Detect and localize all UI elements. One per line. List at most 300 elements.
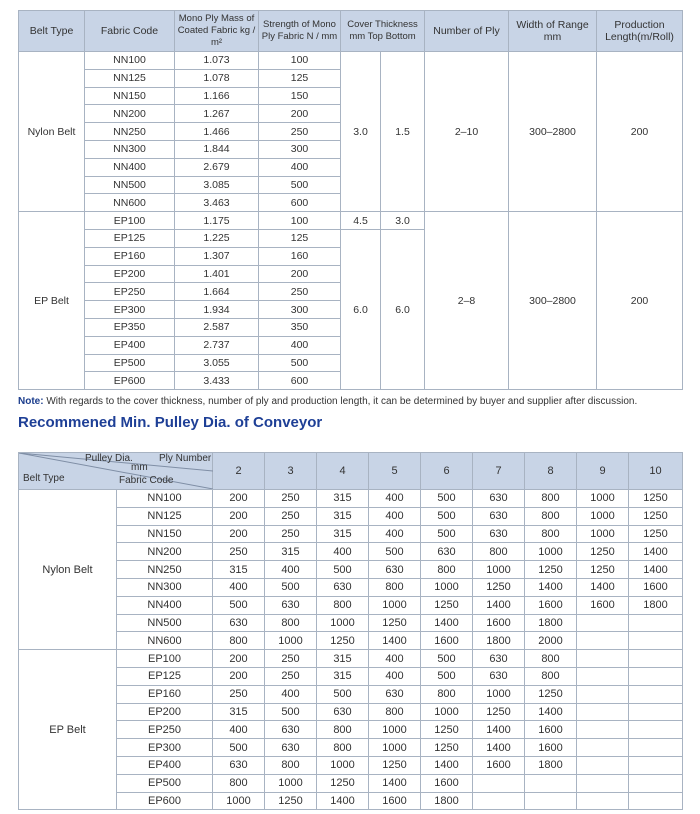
pulley-row — [19, 578, 683, 596]
pulley-dia-cell: 1250 — [421, 721, 473, 739]
header-ply: Number of Ply — [425, 11, 509, 52]
strength-cell: 300 — [259, 301, 341, 319]
note-label: Note: — [18, 396, 44, 407]
pulley-dia-cell: 800 — [317, 739, 369, 757]
strength-cell: 200 — [259, 105, 341, 123]
mass-cell: 3.463 — [175, 194, 259, 212]
pulley-dia-cell: 1000 — [265, 632, 317, 650]
pulley-header-row — [19, 453, 683, 490]
pulley-dia-cell: 630 — [213, 756, 265, 774]
pulley-dia-cell — [629, 685, 683, 703]
pulley-dia-cell: 1000 — [525, 543, 577, 561]
pulley-dia-cell: 1000 — [421, 703, 473, 721]
mass-cell: 3.055 — [175, 354, 259, 372]
pulley-dia-cell: 630 — [421, 543, 473, 561]
cover-top-cell: 6.0 — [341, 229, 381, 389]
pulley-fabric-code-cell: EP125 — [117, 667, 213, 685]
pulley-dia-cell — [629, 756, 683, 774]
pulley-dia-cell: 315 — [317, 650, 369, 668]
pulley-dia-cell — [629, 650, 683, 668]
pulley-dia-cell: 250 — [265, 490, 317, 508]
pulley-row — [19, 561, 683, 579]
pulley-dia-cell: 800 — [525, 650, 577, 668]
pulley-dia-cell: 1000 — [577, 507, 629, 525]
header-length: Production Length(m/Roll) — [597, 11, 683, 52]
mass-cell: 3.433 — [175, 372, 259, 390]
strength-cell: 400 — [259, 158, 341, 176]
pulley-dia-cell: 250 — [265, 525, 317, 543]
pulley-dia-cell: 1250 — [421, 596, 473, 614]
ply-number-header: 7 — [473, 453, 525, 490]
pulley-dia-cell: 800 — [369, 703, 421, 721]
header-fabric-code: Fabric Code — [85, 11, 175, 52]
pulley-dia-cell — [629, 667, 683, 685]
pulley-dia-cell: 1800 — [629, 596, 683, 614]
pulley-dia-cell: 500 — [421, 490, 473, 508]
pulley-fabric-code-cell: EP300 — [117, 739, 213, 757]
mass-cell: 1.664 — [175, 283, 259, 301]
pulley-dia-cell — [577, 721, 629, 739]
pulley-dia-cell: 400 — [213, 578, 265, 596]
pulley-dia-cell: 400 — [317, 543, 369, 561]
width-cell: 300–2800 — [509, 52, 597, 212]
pulley-fabric-code-cell: NN500 — [117, 614, 213, 632]
fabric-code-cell: EP250 — [85, 283, 175, 301]
corner-mm: mm — [131, 462, 148, 473]
pulley-dia-cell — [629, 774, 683, 792]
pulley-belt-type-cell: EP Belt — [19, 650, 117, 810]
strength-cell: 300 — [259, 140, 341, 158]
pulley-dia-cell — [629, 739, 683, 757]
belt-spec-table — [18, 10, 683, 390]
pulley-dia-cell — [629, 703, 683, 721]
pulley-dia-cell: 800 — [421, 685, 473, 703]
pulley-dia-cell: 250 — [213, 543, 265, 561]
pulley-dia-cell: 400 — [213, 721, 265, 739]
pulley-fabric-code-cell: NN150 — [117, 525, 213, 543]
corner-belt-type: Belt Type — [23, 473, 65, 484]
spec-row — [19, 52, 683, 70]
pulley-dia-cell: 1400 — [317, 792, 369, 810]
pulley-dia-cell: 400 — [369, 507, 421, 525]
corner-pulley-dia: Pulley Dia. — [85, 453, 133, 464]
strength-cell: 250 — [259, 123, 341, 141]
pulley-dia-cell: 1250 — [525, 561, 577, 579]
pulley-dia-cell — [629, 614, 683, 632]
pulley-dia-cell: 1000 — [369, 739, 421, 757]
pulley-dia-cell: 630 — [265, 739, 317, 757]
pulley-dia-cell — [577, 667, 629, 685]
pulley-row — [19, 650, 683, 668]
pulley-dia-cell: 400 — [369, 525, 421, 543]
ply-number-header: 10 — [629, 453, 683, 490]
fabric-code-cell: EP125 — [85, 229, 175, 247]
pulley-dia-cell: 250 — [265, 507, 317, 525]
pulley-row — [19, 543, 683, 561]
length-cell: 200 — [597, 212, 683, 390]
pulley-dia-cell: 1000 — [369, 721, 421, 739]
mass-cell: 1.175 — [175, 212, 259, 230]
pulley-dia-cell — [577, 650, 629, 668]
pulley-dia-cell: 800 — [213, 632, 265, 650]
pulley-dia-cell: 630 — [369, 561, 421, 579]
mass-cell: 1.934 — [175, 301, 259, 319]
pulley-dia-cell: 400 — [369, 650, 421, 668]
pulley-dia-cell: 1000 — [421, 578, 473, 596]
pulley-fabric-code-cell: NN100 — [117, 490, 213, 508]
pulley-dia-cell: 200 — [213, 490, 265, 508]
pulley-row — [19, 792, 683, 810]
spec-header-row — [19, 11, 683, 52]
pulley-dia-cell: 500 — [317, 561, 369, 579]
pulley-corner-header — [19, 453, 213, 490]
mass-cell: 1.166 — [175, 87, 259, 105]
pulley-dia-cell — [629, 792, 683, 810]
strength-cell: 100 — [259, 52, 341, 70]
fabric-code-cell: NN125 — [85, 69, 175, 87]
pulley-dia-cell: 1250 — [525, 685, 577, 703]
pulley-dia-cell: 1250 — [473, 578, 525, 596]
pulley-dia-cell: 500 — [213, 739, 265, 757]
fabric-code-cell: NN200 — [85, 105, 175, 123]
pulley-dia-cell: 400 — [369, 667, 421, 685]
header-cover-thickness: Cover Thickness mm Top Bottom — [341, 11, 425, 52]
pulley-row — [19, 685, 683, 703]
pulley-row — [19, 667, 683, 685]
strength-cell: 200 — [259, 265, 341, 283]
strength-cell: 350 — [259, 318, 341, 336]
pulley-row — [19, 774, 683, 792]
pulley-dia-cell: 630 — [317, 578, 369, 596]
pulley-dia-cell: 315 — [317, 507, 369, 525]
pulley-fabric-code-cell: NN300 — [117, 578, 213, 596]
pulley-dia-cell: 1400 — [421, 756, 473, 774]
pulley-dia-cell: 1600 — [421, 632, 473, 650]
pulley-row — [19, 739, 683, 757]
pulley-dia-cell — [525, 774, 577, 792]
fabric-code-cell: NN600 — [85, 194, 175, 212]
strength-cell: 400 — [259, 336, 341, 354]
pulley-dia-cell: 1000 — [317, 756, 369, 774]
pulley-dia-cell: 1000 — [577, 525, 629, 543]
mass-cell: 1.078 — [175, 69, 259, 87]
pulley-dia-cell: 1600 — [473, 614, 525, 632]
mass-cell: 1.844 — [175, 140, 259, 158]
pulley-dia-cell: 1250 — [369, 614, 421, 632]
pulley-dia-cell: 1250 — [629, 507, 683, 525]
pulley-dia-cell: 1600 — [421, 774, 473, 792]
pulley-dia-cell: 250 — [265, 650, 317, 668]
pulley-dia-cell — [629, 721, 683, 739]
pulley-dia-cell: 400 — [369, 490, 421, 508]
cover-top-cell: 3.0 — [341, 52, 381, 212]
pulley-dia-cell: 315 — [213, 703, 265, 721]
mass-cell: 1.401 — [175, 265, 259, 283]
ply-number-header: 6 — [421, 453, 473, 490]
pulley-dia-cell: 1400 — [473, 721, 525, 739]
pulley-dia-cell: 500 — [213, 596, 265, 614]
strength-cell: 160 — [259, 247, 341, 265]
ply-number-header: 8 — [525, 453, 577, 490]
note-body: With regards to the cover thickness, number of ply and production length, it can be determined by buyer and supplier after discussion. — [43, 396, 638, 407]
pulley-fabric-code-cell: EP250 — [117, 721, 213, 739]
pulley-fabric-code-cell: EP160 — [117, 685, 213, 703]
pulley-fabric-code-cell: EP200 — [117, 703, 213, 721]
pulley-dia-cell — [577, 739, 629, 757]
pulley-dia-cell: 1250 — [265, 792, 317, 810]
pulley-section-title: Recommened Min. Pulley Dia. of Conveyor — [18, 414, 323, 431]
pulley-dia-cell: 800 — [265, 614, 317, 632]
mass-cell: 1.267 — [175, 105, 259, 123]
pulley-fabric-code-cell: EP400 — [117, 756, 213, 774]
pulley-dia-cell: 1400 — [473, 739, 525, 757]
pulley-dia-cell: 1400 — [525, 578, 577, 596]
pulley-dia-cell: 1800 — [421, 792, 473, 810]
pulley-fabric-code-cell: EP500 — [117, 774, 213, 792]
pulley-dia-cell: 500 — [421, 667, 473, 685]
pulley-dia-cell: 1250 — [473, 703, 525, 721]
pulley-belt-type-cell: Nylon Belt — [19, 490, 117, 650]
pulley-dia-cell — [577, 685, 629, 703]
pulley-dia-cell: 1250 — [629, 490, 683, 508]
header-mass: Mono Ply Mass of Coated Fabric kg / m² — [175, 11, 259, 52]
mass-cell: 2.737 — [175, 336, 259, 354]
pulley-dia-cell: 630 — [265, 721, 317, 739]
pulley-dia-cell: 800 — [525, 525, 577, 543]
width-cell: 300–2800 — [509, 212, 597, 390]
pulley-dia-cell: 1600 — [629, 578, 683, 596]
mass-cell: 3.085 — [175, 176, 259, 194]
pulley-dia-cell: 630 — [317, 703, 369, 721]
mass-cell: 1.307 — [175, 247, 259, 265]
pulley-row — [19, 703, 683, 721]
pulley-dia-cell: 2000 — [525, 632, 577, 650]
pulley-dia-cell: 1600 — [577, 596, 629, 614]
pulley-dia-cell: 1800 — [473, 632, 525, 650]
pulley-dia-cell: 1800 — [525, 756, 577, 774]
pulley-dia-cell: 630 — [213, 614, 265, 632]
pulley-dia-cell: 1600 — [473, 756, 525, 774]
pulley-dia-cell — [577, 614, 629, 632]
pulley-dia-cell: 1400 — [369, 632, 421, 650]
pulley-dia-cell: 500 — [265, 703, 317, 721]
pulley-dia-cell: 1800 — [525, 614, 577, 632]
pulley-row — [19, 507, 683, 525]
pulley-dia-cell: 1600 — [525, 596, 577, 614]
pulley-dia-cell: 500 — [369, 543, 421, 561]
pulley-dia-cell: 315 — [317, 490, 369, 508]
pulley-dia-cell: 1400 — [629, 543, 683, 561]
cover-bottom-cell: 6.0 — [381, 229, 425, 389]
pulley-dia-cell: 1250 — [629, 525, 683, 543]
strength-cell: 100 — [259, 212, 341, 230]
pulley-dia-cell: 1400 — [525, 703, 577, 721]
pulley-dia-cell: 1250 — [317, 774, 369, 792]
pulley-dia-cell: 200 — [213, 650, 265, 668]
pulley-dia-cell: 1250 — [317, 632, 369, 650]
pulley-dia-cell — [577, 774, 629, 792]
fabric-code-cell: EP100 — [85, 212, 175, 230]
fabric-code-cell: EP200 — [85, 265, 175, 283]
pulley-dia-cell: 500 — [421, 525, 473, 543]
pulley-dia-cell: 400 — [265, 561, 317, 579]
pulley-dia-cell: 315 — [317, 667, 369, 685]
length-cell: 200 — [597, 52, 683, 212]
pulley-dia-cell: 1600 — [525, 739, 577, 757]
pulley-dia-cell: 630 — [473, 667, 525, 685]
pulley-dia-cell: 1000 — [369, 596, 421, 614]
pulley-dia-cell — [473, 774, 525, 792]
pulley-dia-cell: 200 — [213, 667, 265, 685]
pulley-dia-cell — [629, 632, 683, 650]
pulley-dia-cell — [577, 792, 629, 810]
pulley-row — [19, 614, 683, 632]
pulley-dia-cell: 500 — [265, 578, 317, 596]
ply-number-header: 4 — [317, 453, 369, 490]
spec-row — [19, 212, 683, 230]
fabric-code-cell: EP400 — [85, 336, 175, 354]
pulley-dia-cell: 1000 — [317, 614, 369, 632]
pulley-dia-cell — [473, 792, 525, 810]
pulley-fabric-code-cell: NN400 — [117, 596, 213, 614]
pulley-fabric-code-cell: EP600 — [117, 792, 213, 810]
pulley-dia-cell: 800 — [421, 561, 473, 579]
cover-bottom-cell: 1.5 — [381, 52, 425, 212]
header-strength: Strength of Mono Ply Fabric N / mm — [259, 11, 341, 52]
mass-cell: 1.466 — [175, 123, 259, 141]
pulley-dia-cell: 1000 — [473, 685, 525, 703]
pulley-dia-cell: 800 — [317, 596, 369, 614]
pulley-dia-cell: 1400 — [629, 561, 683, 579]
ply-number-header: 2 — [213, 453, 265, 490]
pulley-dia-cell: 1000 — [265, 774, 317, 792]
pulley-fabric-code-cell: NN600 — [117, 632, 213, 650]
strength-cell: 250 — [259, 283, 341, 301]
pulley-row — [19, 525, 683, 543]
pulley-dia-cell: 800 — [213, 774, 265, 792]
header-belt-type: Belt Type — [19, 11, 85, 52]
pulley-row — [19, 756, 683, 774]
belt-type-cell: Nylon Belt — [19, 52, 85, 212]
pulley-dia-cell — [525, 792, 577, 810]
pulley-dia-cell — [577, 756, 629, 774]
fabric-code-cell: EP300 — [85, 301, 175, 319]
cover-top-cell: 4.5 — [341, 212, 381, 230]
pulley-dia-cell: 1250 — [577, 561, 629, 579]
header-width: Width of Range mm — [509, 11, 597, 52]
pulley-dia-cell: 200 — [213, 525, 265, 543]
fabric-code-cell: NN100 — [85, 52, 175, 70]
corner-fabric-code: Fabric Code — [119, 475, 174, 486]
mass-cell: 2.679 — [175, 158, 259, 176]
pulley-dia-cell: 1600 — [525, 721, 577, 739]
cover-bottom-cell: 3.0 — [381, 212, 425, 230]
pulley-dia-cell: 1000 — [213, 792, 265, 810]
corner-ply-number: Ply Number — [159, 453, 212, 464]
pulley-dia-cell: 630 — [369, 685, 421, 703]
fabric-code-cell: NN500 — [85, 176, 175, 194]
pulley-dia-cell: 500 — [421, 507, 473, 525]
pulley-dia-cell: 315 — [265, 543, 317, 561]
pulley-row — [19, 596, 683, 614]
pulley-dia-cell: 800 — [317, 721, 369, 739]
pulley-dia-cell: 1250 — [577, 543, 629, 561]
pulley-fabric-code-cell: EP100 — [117, 650, 213, 668]
pulley-dia-cell: 1000 — [473, 561, 525, 579]
mass-cell: 1.073 — [175, 52, 259, 70]
pulley-table — [18, 452, 683, 810]
fabric-code-cell: EP160 — [85, 247, 175, 265]
pulley-dia-cell: 630 — [473, 490, 525, 508]
ply-number-header: 5 — [369, 453, 421, 490]
pulley-fabric-code-cell: NN250 — [117, 561, 213, 579]
fabric-code-cell: EP350 — [85, 318, 175, 336]
fabric-code-cell: NN250 — [85, 123, 175, 141]
ply-number-header: 3 — [265, 453, 317, 490]
pulley-dia-cell: 800 — [473, 543, 525, 561]
note-text — [18, 396, 688, 407]
pulley-dia-cell — [577, 703, 629, 721]
pulley-dia-cell: 800 — [525, 490, 577, 508]
pulley-dia-cell: 1400 — [369, 774, 421, 792]
pulley-dia-cell: 500 — [421, 650, 473, 668]
pulley-dia-cell: 1400 — [421, 614, 473, 632]
pulley-dia-cell: 800 — [369, 578, 421, 596]
mass-cell: 1.225 — [175, 229, 259, 247]
fabric-code-cell: NN300 — [85, 140, 175, 158]
pulley-dia-cell: 1000 — [577, 490, 629, 508]
strength-cell: 600 — [259, 372, 341, 390]
strength-cell: 125 — [259, 69, 341, 87]
pulley-dia-cell: 630 — [473, 507, 525, 525]
pulley-dia-cell: 630 — [265, 596, 317, 614]
pulley-fabric-code-cell: NN125 — [117, 507, 213, 525]
fabric-code-cell: EP600 — [85, 372, 175, 390]
pulley-dia-cell: 800 — [265, 756, 317, 774]
pulley-dia-cell: 1400 — [473, 596, 525, 614]
fabric-code-cell: NN150 — [85, 87, 175, 105]
strength-cell: 125 — [259, 229, 341, 247]
pulley-dia-cell — [577, 632, 629, 650]
pulley-dia-cell: 800 — [525, 667, 577, 685]
pulley-row — [19, 721, 683, 739]
pulley-dia-cell: 1250 — [369, 756, 421, 774]
pulley-dia-cell: 800 — [525, 507, 577, 525]
mass-cell: 2.587 — [175, 318, 259, 336]
fabric-code-cell: EP500 — [85, 354, 175, 372]
fabric-code-cell: NN400 — [85, 158, 175, 176]
ply-cell: 2–10 — [425, 52, 509, 212]
pulley-dia-cell: 500 — [317, 685, 369, 703]
pulley-dia-cell: 250 — [265, 667, 317, 685]
pulley-dia-cell: 630 — [473, 650, 525, 668]
pulley-dia-cell: 1600 — [369, 792, 421, 810]
pulley-dia-cell: 250 — [213, 685, 265, 703]
strength-cell: 500 — [259, 354, 341, 372]
ply-number-header: 9 — [577, 453, 629, 490]
strength-cell: 500 — [259, 176, 341, 194]
ply-cell: 2–8 — [425, 212, 509, 390]
strength-cell: 600 — [259, 194, 341, 212]
pulley-dia-cell: 400 — [265, 685, 317, 703]
pulley-fabric-code-cell: NN200 — [117, 543, 213, 561]
pulley-dia-cell: 315 — [213, 561, 265, 579]
pulley-row — [19, 490, 683, 508]
pulley-dia-cell: 315 — [317, 525, 369, 543]
strength-cell: 150 — [259, 87, 341, 105]
pulley-row — [19, 632, 683, 650]
pulley-dia-cell: 630 — [473, 525, 525, 543]
